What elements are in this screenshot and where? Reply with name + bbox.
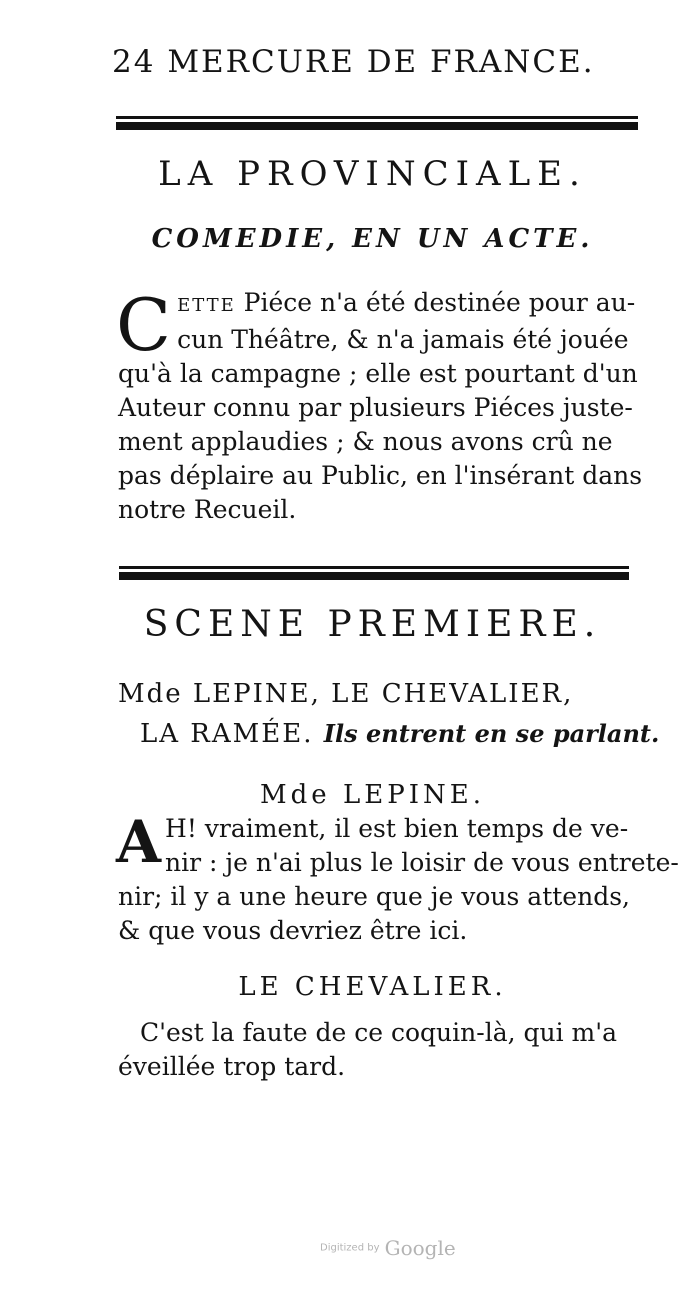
digitized-label: Digitized by <box>320 1242 380 1254</box>
speaker-name: LE CHEVALIER. <box>238 972 507 1002</box>
speech-line: & que vous devriez être ici. <box>118 916 468 945</box>
ornamental-rule-middle <box>119 566 629 582</box>
ornamental-rule-top <box>116 116 638 132</box>
speaker-name: Mde LEPINE. <box>260 780 485 810</box>
running-header <box>112 44 602 80</box>
stage-direction: Ils entrent en se parlant. <box>323 719 660 748</box>
intro-line: notre Recueil. <box>118 495 297 524</box>
play-title: LA PROVINCIALE. <box>158 154 587 194</box>
intro-smallcaps: ETTE <box>177 295 236 316</box>
intro-line-text: Piéce n'a été destinée pour au- <box>243 288 636 317</box>
google-wordmark: Google <box>384 1236 456 1260</box>
intro-line: qu'à la campagne ; elle est pourtant d'un <box>118 359 638 388</box>
intro-line: cun Théâtre, & n'a jamais été jouée <box>177 325 629 354</box>
running-title: MERCURE DE FRANCE. <box>167 44 595 80</box>
speech-line: nir : je n'ai plus le loisir de vous entrete- <box>165 848 679 877</box>
intro-line: Auteur connu par plusieurs Piéces juste- <box>118 393 633 422</box>
speech-line: C'est la faute de ce coquin-là, qui m'a <box>140 1018 618 1047</box>
speech-paragraph <box>116 808 679 948</box>
intro-line: pas déplaire au Public, en l'insérant dans <box>118 461 643 490</box>
cast-line-1: Mde LEPINE, LE CHEVALIER, <box>118 679 574 709</box>
digitization-watermark <box>320 1236 456 1260</box>
cast-line-2: LA RAMÉE. <box>140 719 314 749</box>
page-number: 24 <box>112 44 156 80</box>
cast-list <box>118 674 660 754</box>
scene-title: SCENE PREMIERE. <box>143 604 602 645</box>
speech-dropcap: A <box>116 808 162 876</box>
speech-line: H! vraiment, il est bien temps de ve- <box>165 814 629 843</box>
intro-line <box>118 286 638 323</box>
intro-paragraph <box>116 283 643 527</box>
speech-line: éveillée trop tard. <box>118 1052 346 1081</box>
cast-line-2-wrap <box>118 714 660 754</box>
speech-paragraph <box>118 1016 638 1084</box>
intro-dropcap: C <box>116 283 172 367</box>
intro-line: ment applaudies ; & nous avons crû ne <box>118 427 613 456</box>
speech-line: nir; il y a une heure que je vous attends, <box>118 882 630 911</box>
play-subtitle: COMEDIE, EN UN ACTE. <box>151 224 594 254</box>
